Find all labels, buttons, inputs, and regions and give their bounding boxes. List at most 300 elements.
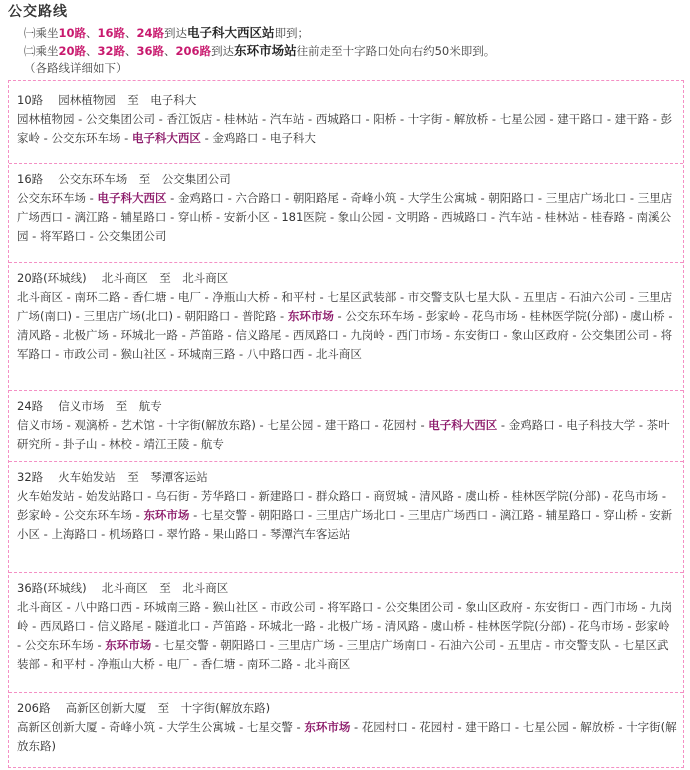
bus-stop: 桂林站 (544, 210, 580, 224)
stop-separator: - (276, 309, 288, 323)
stop-separator: - (74, 489, 86, 503)
stop-separator: - (315, 619, 328, 633)
stop-separator: - (74, 112, 86, 126)
bus-stop: 解放桥 (580, 720, 615, 734)
bus-stop: 东安街口 (534, 600, 581, 614)
route-header: 206路 高新区创新大厦 至 十字街(解放东路) (17, 701, 271, 715)
bus-stop: 虞山桥 (630, 309, 665, 323)
stop-separator: - (442, 112, 454, 126)
stop-separator: - (212, 112, 224, 126)
stop-separator: - (637, 508, 650, 522)
bus-stop: 环城北一路 (258, 619, 316, 633)
page-title: 公交路线 (8, 4, 68, 20)
bus-stop: 三里店广场北口 (545, 191, 627, 205)
stop-separator: - (97, 720, 109, 734)
route-header: 10路 园林植物园 至 电子科大 (17, 93, 197, 107)
stop-separator: - (266, 638, 278, 652)
route-ref: 36路 (136, 44, 165, 58)
stop-separator: - (407, 489, 420, 503)
stop-separator: - (326, 210, 338, 224)
stop-separator: - (166, 210, 178, 224)
intro-line-1 (24, 24, 495, 42)
stop-separator: - (361, 489, 374, 503)
stop-separator: - (429, 210, 442, 224)
bus-stop: 高新区创新大厦 (17, 720, 98, 734)
stop-separator: - (497, 418, 509, 432)
stop-separator: - (396, 290, 408, 304)
stop-separator: - (557, 290, 569, 304)
stop-separator: - (40, 131, 52, 145)
stop-separator: - (649, 328, 661, 342)
bus-stop: 将军路口 (327, 600, 374, 614)
bus-stop: 西门市场 (591, 600, 638, 614)
stop-separator: - (154, 418, 167, 432)
stop-separator: - (533, 210, 545, 224)
bus-stop: 隧道北口 (154, 619, 201, 633)
stop-separator: - (189, 437, 201, 451)
bus-stop: 大学生公寓城 (407, 191, 477, 205)
stop-separator: - (614, 720, 627, 734)
stop-separator: - (258, 600, 270, 614)
bus-stop: 净瓶山大桥 (97, 657, 155, 671)
bus-stop: 群众路口 (315, 489, 362, 503)
bus-stop: 西凤路口 (39, 619, 86, 633)
bus-stop: 公交集团公司 (97, 229, 167, 243)
bus-stop: 奇峰小筑 (350, 191, 397, 205)
stop-separator: - (460, 309, 472, 323)
bus-stop: 西凤路口 (292, 328, 339, 342)
bus-stop: 奇峰小筑 (108, 720, 155, 734)
bus-stop: 东环市场 (287, 309, 334, 323)
stop-separator: - (235, 657, 247, 671)
stop-separator: - (304, 347, 316, 361)
stop-separator: - (63, 600, 75, 614)
bus-stop: 三里店广场 (277, 638, 336, 652)
stop-separator: - (453, 600, 466, 614)
bus-stop: 十字街(解放东路) (166, 418, 256, 432)
stop-separator: - (40, 527, 52, 541)
stop-separator: - (580, 600, 592, 614)
bus-stop: 七星区武装部 (327, 290, 397, 304)
stop-separator: - (427, 638, 439, 652)
bus-stop: 芦笛路 (189, 328, 224, 342)
bus-stop: 大学生公寓城 (166, 720, 236, 734)
stop-separator: - (350, 720, 362, 734)
stop-separator: - (246, 508, 259, 522)
route-stops (17, 718, 677, 756)
stop-separator: - (143, 619, 155, 633)
bus-stop: 新建路口 (258, 489, 305, 503)
bus-stop: 朝阳路口 (184, 309, 231, 323)
stop-separator: - (338, 328, 351, 342)
stop-separator: - (333, 309, 346, 323)
stop-separator: - (97, 527, 109, 541)
bus-stop: 北斗商区 (315, 347, 362, 361)
stop-separator: - (304, 489, 316, 503)
bus-stop: 穿山桥 (603, 508, 638, 522)
bus-stop: 解放桥 (453, 112, 489, 126)
bus-stop: 七星公园 (499, 112, 546, 126)
stop-separator: - (370, 418, 383, 432)
stop-separator: - (172, 309, 185, 323)
stop-separator: - (85, 657, 98, 671)
bus-stop: 安新小区 (17, 508, 673, 541)
route-stops (17, 288, 677, 364)
bus-stop: 汽车站 (269, 112, 305, 126)
stop-separator: - (487, 210, 499, 224)
stop-separator: - (517, 309, 530, 323)
bus-stop: 电厂 (166, 657, 190, 671)
bus-stop: 清风路 (384, 619, 420, 633)
stop-separator: - (591, 508, 604, 522)
route-ref: 20路 (58, 44, 87, 58)
stop-separator: - (166, 290, 178, 304)
bus-stop: 东环市场 (105, 638, 152, 652)
stop-separator: - (85, 229, 98, 243)
bus-stop: 电子科大西区 (97, 191, 167, 205)
bus-stop: 信义市场 (17, 418, 63, 432)
bus-stop: 三里店广场西口 (17, 191, 673, 224)
bus-stop: 十字街(解放东路) (17, 720, 677, 753)
stop-separator: - (522, 600, 535, 614)
stop-separator: - (166, 191, 178, 205)
bus-stop: 七星交警 (200, 508, 247, 522)
bus-stop: 净瓶山大桥 (212, 290, 270, 304)
stop-separator: - (281, 328, 293, 342)
stop-separator: - (200, 600, 213, 614)
bus-stop: 北斗商区 (304, 657, 351, 671)
bus-stop: 香仁塘 (131, 290, 167, 304)
bus-stop: 象山公园 (337, 210, 384, 224)
stop-separator: - (453, 489, 466, 503)
bus-stop: 花园村口 (361, 720, 408, 734)
bus-stop: 七星交警 (246, 720, 293, 734)
stop-separator: - (396, 508, 408, 522)
bus-stop: 桂林医学院(分部) (476, 619, 567, 633)
bus-stop: 花园村 (382, 418, 417, 432)
stop-separator: - (511, 290, 523, 304)
stop-separator: - (637, 600, 650, 614)
intro-line-3: （各路线详细如下） (24, 61, 128, 75)
stop-separator: - (568, 328, 581, 342)
stop-separator: - (189, 657, 201, 671)
stop-separator: - (131, 600, 144, 614)
bus-stop: 朝阳路口 (220, 638, 267, 652)
bus-stop: 九岗岭 (17, 600, 673, 633)
intro-mid: 到达 (164, 26, 188, 40)
stop-separator: - (603, 112, 615, 126)
bus-stop: 环城南三路 (143, 600, 201, 614)
bus-stop: 桂林医学院(分部) (511, 489, 601, 503)
route-block-20 (9, 262, 683, 364)
stop-separator: - (623, 619, 636, 633)
route-ref: 10路 (58, 26, 87, 40)
intro-suffix: 往前走至十字路口处向右约50米即到。 (296, 44, 496, 58)
bus-stop: 清风路 (17, 328, 52, 342)
route-stops (17, 487, 677, 544)
stop-separator: - (230, 309, 242, 323)
separator: 、 (86, 44, 98, 58)
intro-prefix: ㈠乘坐 (24, 26, 59, 40)
route-block-206 (9, 692, 683, 756)
stop-separator: - (28, 619, 40, 633)
route-ref: 24路 (136, 26, 165, 40)
route-header: 20路(环城线) 北斗商区 至 北斗商区 (17, 271, 229, 285)
stop-separator: - (246, 489, 259, 503)
bus-stop: 西城路口 (315, 112, 362, 126)
stop-separator: - (315, 600, 328, 614)
bus-stop: 桂春路 (590, 210, 626, 224)
bus-stop: 象山区政府 (511, 328, 569, 342)
stop-separator: - (419, 619, 431, 633)
bus-stop: 虞山桥 (430, 619, 466, 633)
separator: 、 (125, 44, 137, 58)
bus-stop: 花鸟市场 (577, 619, 624, 633)
bus-stop: 公交东环车场 (24, 638, 94, 652)
bus-stop: 五里店 (507, 638, 543, 652)
stop-separator: - (649, 112, 661, 126)
separator: 、 (164, 44, 176, 58)
stop-separator: - (476, 191, 489, 205)
bus-stop: 东环市场 (143, 508, 190, 522)
bus-stop: 芳华路口 (200, 489, 247, 503)
bus-stop: 北斗商区 (17, 290, 63, 304)
stop-separator: - (120, 290, 132, 304)
bus-stop: 七星公园 (267, 418, 314, 432)
separator: 、 (125, 26, 137, 40)
stop-separator: - (496, 638, 508, 652)
stop-separator: - (63, 418, 75, 432)
bus-stop: 市交警支队七星大队 (407, 290, 512, 304)
bus-stop: 象山区政府 (465, 600, 523, 614)
bus-stop: 西城路口 (441, 210, 488, 224)
stop-separator: - (235, 720, 247, 734)
stop-separator: - (313, 418, 325, 432)
bus-stop: 彭家岭 (425, 309, 461, 323)
bus-stop: 公交集团公司 (384, 600, 454, 614)
stop-separator: - (246, 619, 259, 633)
bus-stop: 林校 (108, 437, 132, 451)
route-stops (17, 416, 677, 454)
routes-frame (8, 80, 684, 768)
intro-line-2 (24, 42, 495, 60)
stop-separator: - (488, 112, 500, 126)
bus-stop: 金鸡路口 (508, 418, 555, 432)
stop-separator: - (534, 191, 546, 205)
bus-stop: 市交警支队 (553, 638, 612, 652)
stop-separator: - (200, 619, 213, 633)
stop-separator: - (383, 210, 396, 224)
bus-stop: 果山路口 (212, 527, 259, 541)
bus-stop: 观漓桥 (74, 418, 109, 432)
stop-separator: - (258, 131, 270, 145)
stop-separator: - (625, 210, 637, 224)
bus-stop: 九岗岭 (350, 328, 385, 342)
bus-stop: 信义路尾 (97, 619, 144, 633)
bus-stop: 彭家岭 (17, 112, 673, 145)
bus-stop: 环城北一路 (120, 328, 178, 342)
bus-stop: 六合路口 (235, 191, 282, 205)
intro-mid: 到达 (211, 44, 235, 58)
bus-stop: 文明路 (395, 210, 430, 224)
bus-stop: 彭家岭 (17, 508, 52, 522)
stop-separator: - (315, 290, 328, 304)
stop-separator: - (151, 638, 163, 652)
bus-stop: 东安街口 (453, 328, 500, 342)
bus-stop: 机场路口 (108, 527, 155, 541)
bus-stop: 朝阳路口 (258, 508, 305, 522)
stop-separator: - (453, 720, 466, 734)
stop-separator: - (154, 112, 167, 126)
route-block-10 (9, 85, 683, 148)
stop-separator: - (600, 489, 613, 503)
bus-stop: 七星交警 (162, 638, 209, 652)
bus-stop: 花鸟市场 (612, 489, 659, 503)
route-header: 32路 火车始发站 至 琴潭客运站 (17, 470, 208, 484)
stop-separator: - (223, 328, 236, 342)
bus-stop: 清风路 (419, 489, 454, 503)
stop-separator: - (143, 489, 155, 503)
stop-separator: - (361, 112, 374, 126)
stop-separator: - (108, 418, 121, 432)
stop-separator: - (235, 347, 247, 361)
stop-separator: - (63, 290, 75, 304)
stop-separator: - (17, 638, 25, 652)
stop-separator: - (189, 508, 201, 522)
bus-stop: 南溪公园 (17, 210, 672, 243)
stop-separator: - (212, 210, 224, 224)
bus-stop: 桂林站 (223, 112, 259, 126)
stop-separator: - (396, 112, 408, 126)
stop-separator: - (304, 508, 316, 522)
bus-stop: 公交东环车场 (17, 191, 86, 205)
stop-separator: - (200, 527, 213, 541)
bus-stop: 金鸡路口 (212, 131, 259, 145)
bus-stop: 茶叶研究所 (17, 418, 670, 451)
route-header: 36路(环城线) 北斗商区 至 北斗商区 (17, 581, 229, 595)
bus-stop: 安新小区 (223, 210, 270, 224)
stop-separator: - (154, 657, 167, 671)
stop-separator: - (131, 508, 144, 522)
bus-stop: 三里店广场(北口) (83, 309, 173, 323)
bus-stop: 花鸟市场 (471, 309, 518, 323)
bus-stop: 乌石街 (154, 489, 190, 503)
stop-separator: - (177, 328, 190, 342)
bus-stop: 三里店广场西口 (407, 508, 489, 522)
bus-stop: 建干路口 (557, 112, 604, 126)
stop-separator: - (554, 418, 567, 432)
bus-stop: 上海路口 (51, 527, 98, 541)
bus-stop: 虞山桥 (465, 489, 500, 503)
bus-stop: 猴山社区 (120, 347, 167, 361)
bus-stop: 三里店广场(南口) (17, 290, 673, 323)
route-block-16 (9, 163, 683, 246)
stop-separator: - (304, 112, 316, 126)
stop-separator: - (166, 347, 178, 361)
stop-separator: - (292, 720, 305, 734)
route-block-24 (9, 390, 683, 454)
stop-separator: - (28, 229, 40, 243)
bus-stop: 花园村 (419, 720, 454, 734)
stop-separator: - (626, 191, 638, 205)
bus-stop: 朝阳路尾 (292, 191, 339, 205)
stop-separator: - (534, 508, 546, 522)
stop-separator: - (396, 191, 408, 205)
stop-separator: - (108, 328, 121, 342)
bus-stop: 芦笛路 (212, 619, 247, 633)
stop-separator: - (189, 489, 201, 503)
bus-stop: 三里店广场南口 (346, 638, 428, 652)
stop-separator: - (154, 527, 167, 541)
bus-stop: 市政公司 (269, 600, 316, 614)
stop-separator: - (545, 112, 558, 126)
bus-stop: 翠竹路 (166, 527, 201, 541)
bus-stop: 漓江路 (499, 508, 535, 522)
bus-stop: 三里店广场北口 (315, 508, 397, 522)
stop-separator: - (416, 418, 429, 432)
bus-stop: 阳桥 (373, 112, 397, 126)
stop-separator: - (51, 328, 63, 342)
stop-separator: - (488, 508, 500, 522)
bus-stop: 香仁塘 (200, 657, 236, 671)
stop-separator: - (542, 638, 554, 652)
stop-separator: - (86, 191, 98, 205)
bus-stop: 卦子山 (62, 437, 98, 451)
stop-separator: - (51, 347, 63, 361)
stop-separator: - (335, 638, 347, 652)
stop-separator: - (71, 309, 84, 323)
bus-stop: 桂林医学院(分部) (529, 309, 619, 323)
stop-separator: - (465, 619, 477, 633)
bus-stop: 北极广场 (62, 328, 109, 342)
stop-separator: - (442, 328, 454, 342)
stop-separator: - (51, 508, 63, 522)
bus-stop: 西门市场 (396, 328, 443, 342)
stop-separator: - (384, 328, 397, 342)
bus-stop: 市政公司 (62, 347, 109, 361)
bus-stop: 电子科大西区 (428, 418, 498, 432)
bus-stop: 公交集团公司 (580, 328, 650, 342)
stop-separator: - (618, 309, 631, 323)
bus-stop: 汽车站 (498, 210, 534, 224)
bus-stop: 彭家岭 (635, 619, 670, 633)
route-stops (17, 598, 677, 674)
bus-stop: 七星公园 (522, 720, 569, 734)
bus-stop: 始发站路口 (85, 489, 144, 503)
bus-stop: 石油六公司 (438, 638, 497, 652)
stop-separator: - (97, 437, 109, 451)
route-ref: 206路 (175, 44, 212, 58)
stop-separator: - (108, 210, 121, 224)
bus-stop: 公交集团公司 (85, 112, 155, 126)
bus-stop: 普陀路 (241, 309, 277, 323)
bus-stop: 靖江王陵 (143, 437, 190, 451)
stop-separator: - (568, 720, 581, 734)
stop-separator: - (511, 720, 523, 734)
stop-separator: - (93, 638, 106, 652)
bus-stop: 环城南三路 (177, 347, 236, 361)
stop-separator: - (626, 290, 638, 304)
bus-stop: 和平村 (281, 290, 316, 304)
bus-stop: 漓江路 (74, 210, 109, 224)
bus-stop: 商贸城 (373, 489, 408, 503)
intro-prefix: ㈡乘坐 (24, 44, 59, 58)
bus-stop: 穿山桥 (177, 210, 213, 224)
bus-stop: 181医院 (281, 210, 327, 224)
route-stops (17, 110, 677, 148)
stop-separator: - (63, 210, 75, 224)
bus-stop: 艺术馆 (120, 418, 155, 432)
